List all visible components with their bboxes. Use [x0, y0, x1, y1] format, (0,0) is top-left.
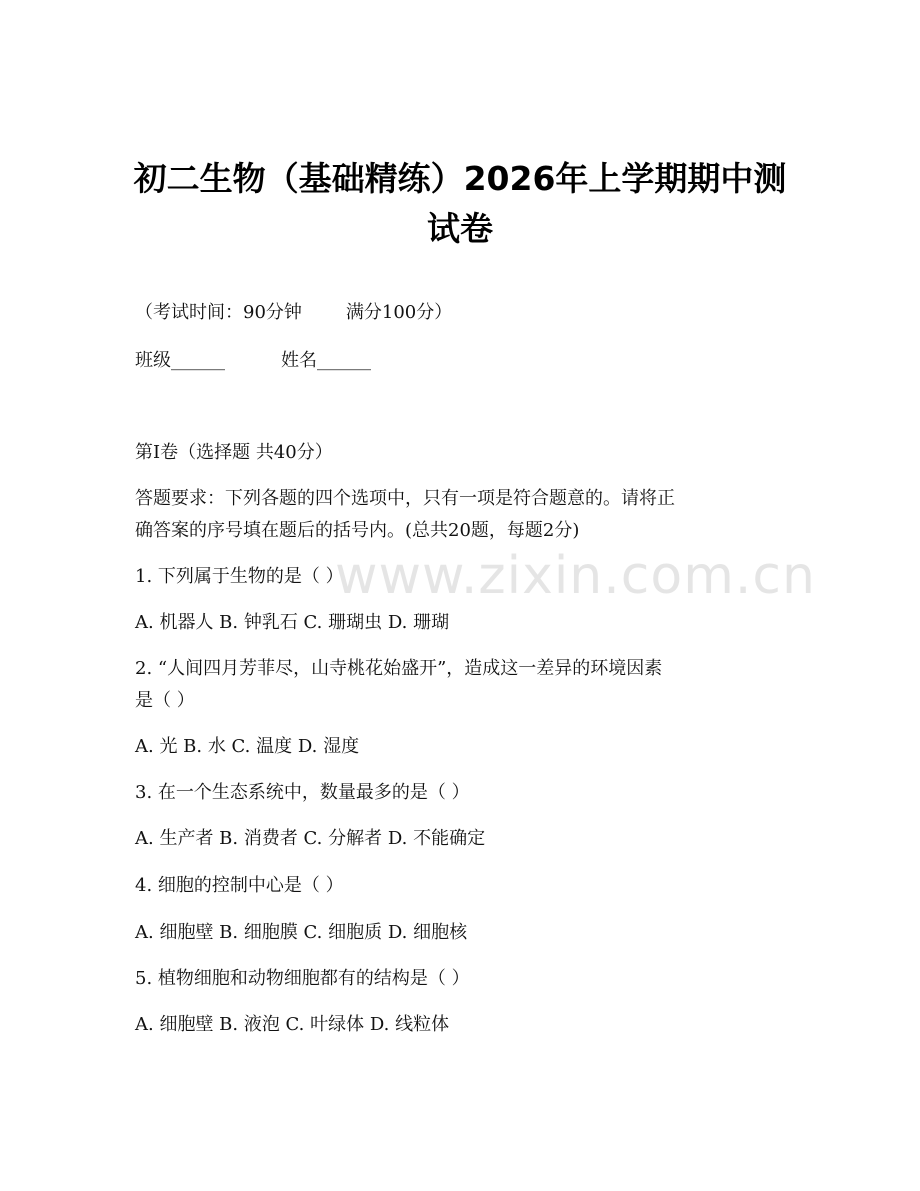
name-field-label: 姓名______ [281, 350, 371, 371]
question-1-options: A. 机器人 B. 钟乳石 C. 珊瑚虫 D. 珊瑚 [135, 612, 450, 633]
section-instruction-line-1: 答题要求：下列各题的四个选项中，只有一项是符合题意的。请将正 [135, 488, 675, 509]
question-2-stem-line-1: 2. “人间四月芳菲尽，山寺桃花始盛开”，造成这一差异的环境因素 [135, 658, 663, 679]
question-3-options: A. 生产者 B. 消费者 C. 分解者 D. 不能确定 [135, 828, 486, 849]
exam-full-score: 满分100分） [345, 302, 453, 323]
exam-time: （考试时间：90分钟 [135, 302, 302, 323]
question-5-options: A. 细胞壁 B. 液泡 C. 叶绿体 D. 线粒体 [135, 1014, 450, 1035]
question-2-options: A. 光 B. 水 C. 温度 D. 湿度 [135, 736, 360, 757]
exam-title-line-2: 试卷 [427, 209, 493, 248]
section-instruction-line-2: 确答案的序号填在题后的括号内。(总共20题，每题2分) [135, 520, 580, 541]
class-field-label: 班级______ [135, 350, 225, 371]
question-3-stem: 3. 在一个生态系统中，数量最多的是（ ） [135, 782, 470, 803]
question-2-stem-line-2: 是（ ） [135, 690, 195, 711]
exam-info [135, 298, 785, 328]
watermark: www.zixin.com.cn [335, 546, 816, 606]
exam-title-line-1: 初二生物（基础精练）2026年上学期期中测 [133, 159, 787, 198]
section-heading: 第I卷（选择题 共40分） [135, 442, 333, 463]
question-4-stem: 4. 细胞的控制中心是（ ） [135, 875, 344, 896]
question-5-stem: 5. 植物细胞和动物细胞都有的结构是（ ） [135, 968, 470, 989]
question-4-options: A. 细胞壁 B. 细胞膜 C. 细胞质 D. 细胞核 [135, 922, 468, 943]
question-1-stem: 1. 下列属于生物的是（ ） [135, 566, 344, 587]
student-info [135, 346, 785, 376]
